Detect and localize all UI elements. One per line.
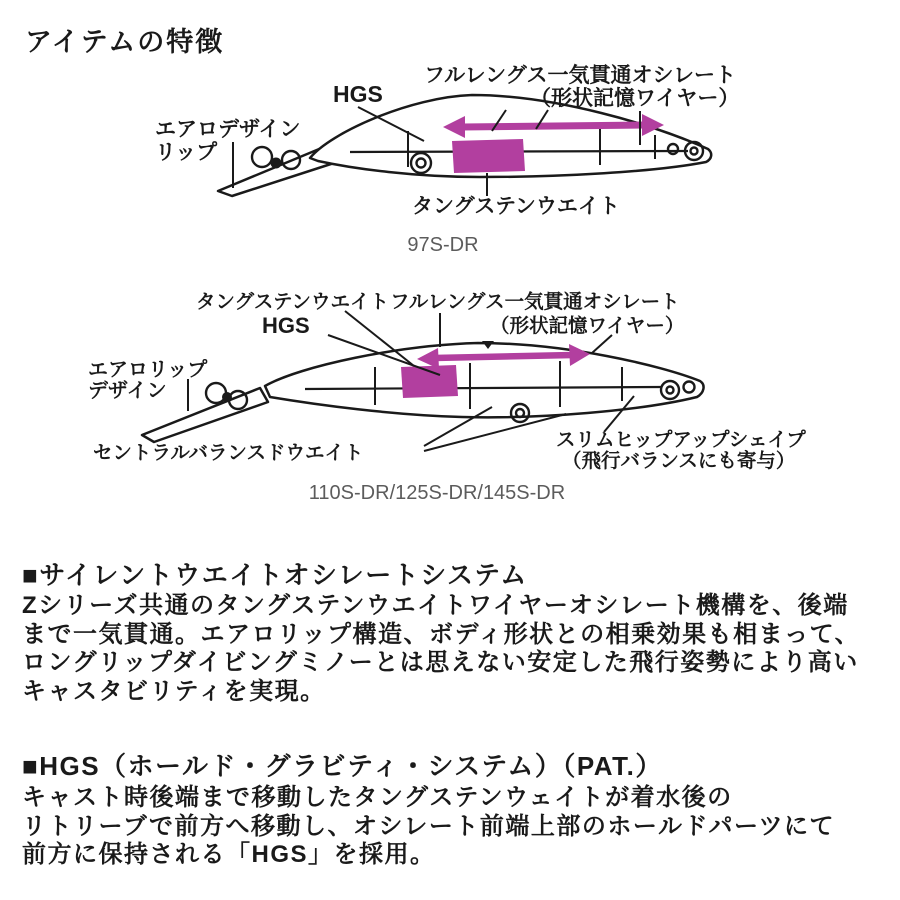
line-tie-icon [271, 158, 282, 169]
page-title: アイテムの特徴 [25, 27, 225, 57]
label-slim-hipup-shape: スリムヒップアップシェイプ [556, 429, 806, 451]
label-aero-lip-design: エアロリップ [88, 359, 208, 381]
body-text-line: ロングリップダイビングミノーとは思えない安定した飛行姿勢により高い [22, 649, 859, 676]
section-body-hgs [22, 784, 894, 870]
label-aero-design-lip: エアロデザイン [155, 118, 301, 141]
lure-97sdr-drawing [218, 95, 711, 196]
label-tungsten-weight: タングステンウエイト [196, 291, 390, 313]
lure-diagram-97sdr [0, 55, 900, 263]
label-aero-design-lip: リップ [155, 141, 218, 164]
body-text-line: キャスト時後端まで移動したタングステンウェイトが着水後の [22, 784, 733, 811]
model-name-97sdr: 97S-DR [407, 234, 479, 256]
section-body-silent-weight-oscillate [22, 592, 894, 706]
label-hgs: HGS [262, 313, 310, 338]
body-text-line: 前方に保持される「HGS」を採用。 [22, 841, 436, 868]
model-names-110-125-145: 110S-DR/125S-DR/145S-DR [308, 482, 566, 504]
label-central-balance-weight: セントラルバランスドウエイト [93, 442, 364, 464]
label-full-length-oscillate: フルレングス一気貫通オシレート [424, 64, 736, 87]
split-ring-icon [252, 147, 272, 167]
lure-110sdr-drawing [142, 341, 704, 442]
label-shape-memory-wire: （形状記憶ワイヤー） [530, 87, 740, 110]
section-heading-silent-weight-oscillate: ■サイレントウエイトオシレートシステム [22, 560, 528, 590]
leader-line [592, 335, 612, 353]
label-slim-hipup-shape: （飛行バランスにも寄与） [562, 450, 796, 472]
lure-diagram-110sdr [0, 283, 900, 525]
tungsten-weight-block [401, 365, 458, 398]
label-full-length-oscillate: フルレングス一気貫通オシレート [390, 291, 680, 313]
label-aero-lip-design: デザイン [88, 380, 167, 402]
body-text-line: リトリーブで前方へ移動し、オシレート前端上部のホールドパーツにて [22, 812, 835, 840]
tungsten-weight-block [452, 139, 525, 173]
leader-line [424, 414, 566, 451]
body-text-line: キャスタビリティを実現。 [22, 677, 326, 705]
label-shape-memory-wire: （形状記憶ワイヤー） [490, 315, 685, 337]
line-tie-icon [222, 392, 232, 402]
section-heading-hgs: ■HGS（ホールド・グラビティ・システム）（PAT.） [22, 751, 663, 781]
body-text-line: Zシリーズ共通のタングステンウエイトワイヤーオシレート機構を、後端 [22, 592, 849, 619]
label-hgs: HGS [333, 81, 383, 107]
body-text-line: まで一気貫通。エアロリップ構造、ボディ形状との相乗効果も相まって、 [22, 620, 861, 648]
label-tungsten-weight: タングステンウエイト [412, 195, 620, 218]
